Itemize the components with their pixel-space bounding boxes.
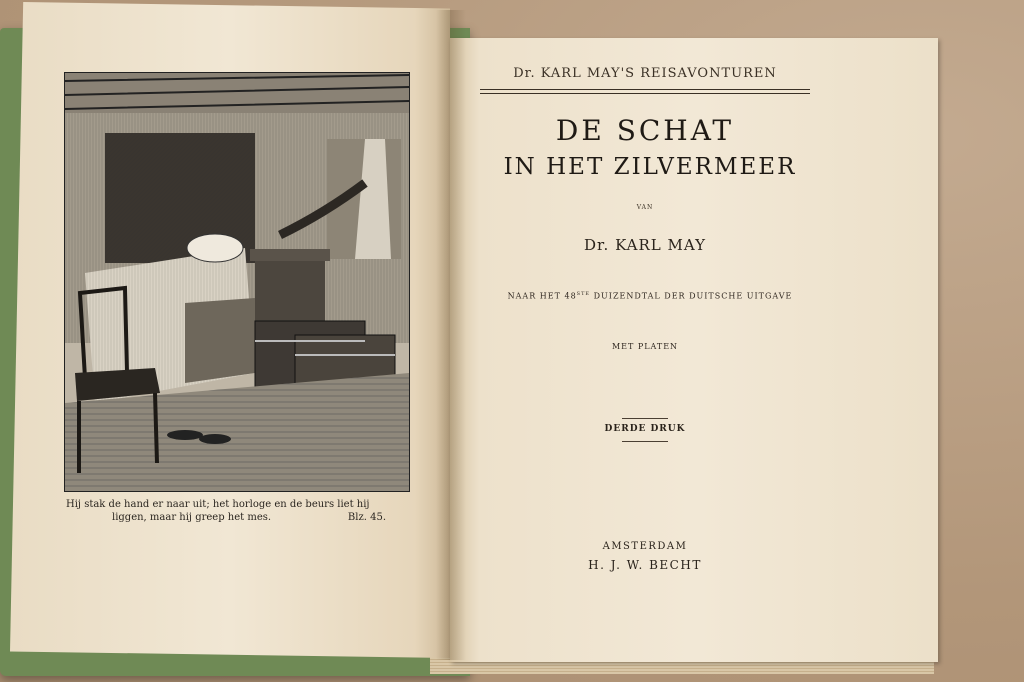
druk-rule-bottom <box>622 441 668 442</box>
series-title: Dr. KARL MAY'S REISAVONTUREN <box>513 66 777 81</box>
caption-page-ref: Blz. 45. <box>347 512 386 523</box>
caption-line-2 <box>66 511 386 524</box>
printing-edition: DERDE DRUK <box>604 424 686 434</box>
druk-rule-top <box>622 418 668 419</box>
engraving-illustration <box>64 72 410 492</box>
publisher-city: AMSTERDAM <box>602 541 688 552</box>
author-name: Dr. KARL MAY <box>583 236 707 254</box>
publisher-name: H. J. W. BECHT <box>588 558 702 572</box>
edition-note-pre: NAAR HET 48 <box>507 291 577 301</box>
series-rule <box>480 89 810 94</box>
caption-line-1: Hij stak de hand er naar uit; het horloge en de beurs liet hij <box>66 499 370 510</box>
caption-line-2-text: liggen, maar hij greep het mes. <box>112 512 272 523</box>
illustrations-note: MET PLATEN <box>611 342 679 351</box>
book-gutter <box>436 10 466 660</box>
edition-note-post: DUIZENDTAL DER DUITSCHE UITGAVE <box>590 291 793 301</box>
edition-note <box>470 291 830 301</box>
illustration-caption <box>66 498 386 524</box>
book-title-line-2: IN HET ZILVERMEER <box>503 154 797 180</box>
book-title-line-1: DE SCHAT <box>555 114 735 147</box>
by-label: VAN <box>636 204 654 211</box>
edition-note-sup: STE <box>576 291 591 297</box>
